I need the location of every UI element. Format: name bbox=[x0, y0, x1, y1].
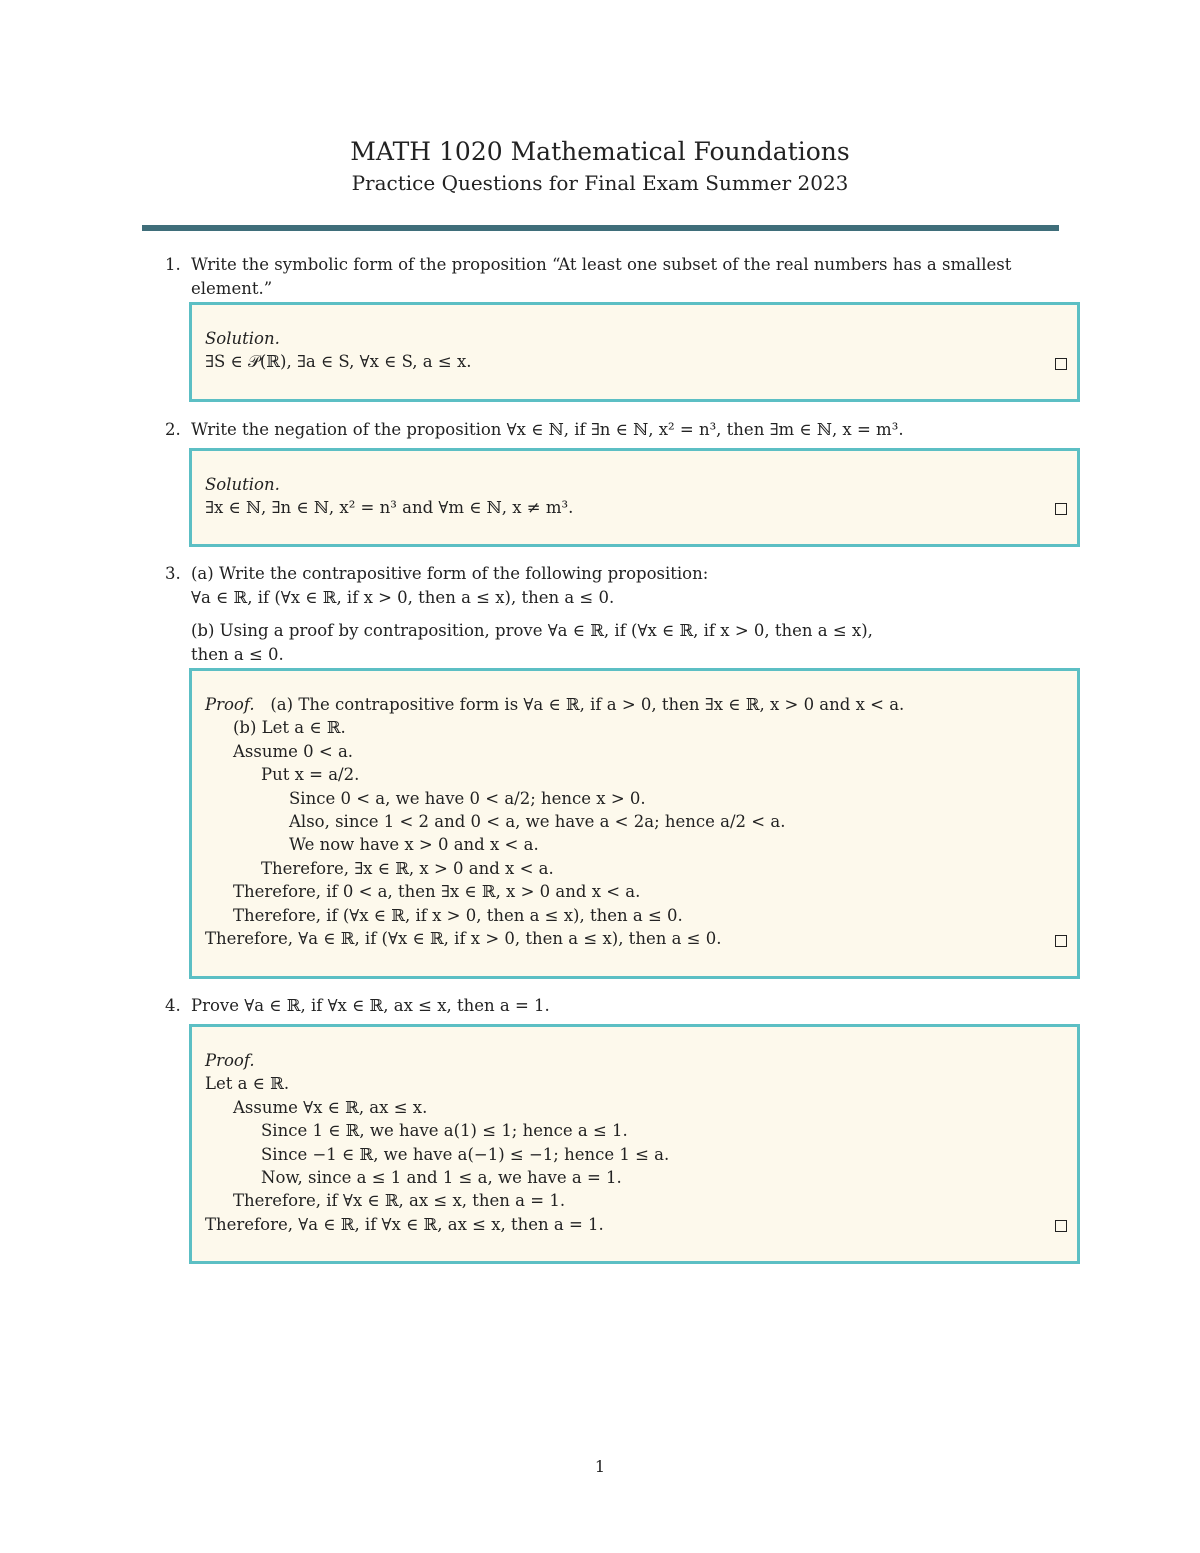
question-text: Write the negation of the proposition ∀x ∈ ℕ, if ∃n ∈ ℕ, x² = n³, then ∃m ∈ ℕ, x = m³. bbox=[191, 420, 904, 439]
proof-line: Therefore, if (∀x ∈ ℝ, if x > 0, then a ≤ x), then a ≤ 0. bbox=[233, 905, 683, 925]
proof-line: We now have x > 0 and x < a. bbox=[289, 835, 539, 855]
proof-line: Assume ∀x ∈ ℝ, ax ≤ x. bbox=[233, 1097, 428, 1117]
proof-line: Also, since 1 < 2 and 0 < a, we have a < 2a; hence a/2 < a. bbox=[289, 812, 786, 832]
question-number: 3. bbox=[165, 564, 181, 583]
proof-line: Therefore, ∀a ∈ ℝ, if ∀x ∈ ℝ, ax ≤ x, then a = 1. bbox=[205, 1214, 604, 1234]
question-3 bbox=[165, 562, 1060, 666]
solution-label: Solution. bbox=[205, 329, 280, 348]
proof-label: Proof. bbox=[205, 695, 255, 714]
proof-line: Therefore, if ∀x ∈ ℝ, ax ≤ x, then a = 1. bbox=[233, 1191, 566, 1211]
question-part-b-line: then a ≤ 0. bbox=[191, 644, 284, 664]
proof-line: Put x = a/2. bbox=[261, 765, 360, 785]
qed-square-icon bbox=[1055, 1220, 1067, 1232]
solution-box-2 bbox=[189, 448, 1080, 547]
solution-line: ∃x ∈ ℕ, ∃n ∈ ℕ, x² = n³ and ∀m ∈ ℕ, x ≠ m³. bbox=[205, 498, 574, 518]
proof-line: Since 0 < a, we have 0 < a/2; hence x > 0. bbox=[289, 788, 646, 808]
question-text: Prove ∀a ∈ ℝ, if ∀x ∈ ℝ, ax ≤ x, then a = 1. bbox=[191, 996, 550, 1015]
proof-line: Now, since a ≤ 1 and 1 ≤ a, we have a = 1. bbox=[261, 1168, 622, 1188]
proof-line: Therefore, ∀a ∈ ℝ, if (∀x ∈ ℝ, if x > 0, then a ≤ x), then a ≤ 0. bbox=[205, 929, 722, 949]
question-part-b-line: (b) Using a proof by contraposition, prove ∀a ∈ ℝ, if (∀x ∈ ℝ, if x > 0, then a ≤ x), bbox=[191, 621, 873, 640]
solution-box-1 bbox=[189, 302, 1080, 402]
page-subtitle: Practice Questions for Final Exam Summer 2023 bbox=[351, 171, 849, 195]
qed-square-icon bbox=[1055, 503, 1067, 515]
qed-square-icon bbox=[1055, 358, 1067, 370]
page-number: 1 bbox=[594, 1457, 606, 1476]
question-4 bbox=[165, 994, 1060, 1018]
solution-label: Solution. bbox=[205, 475, 280, 494]
page-header bbox=[0, 136, 1200, 197]
proof-line: (a) The contrapositive form is ∀a ∈ ℝ, if a > 0, then ∃x ∈ ℝ, x > 0 and x < a. bbox=[270, 695, 905, 714]
proof-label: Proof. bbox=[205, 1051, 255, 1070]
qed-square-icon bbox=[1055, 935, 1067, 947]
page-title: MATH 1020 Mathematical Foundations bbox=[350, 137, 850, 166]
proof-line: Assume 0 < a. bbox=[233, 741, 354, 761]
question-text: Write the symbolic form of the proposition “At least one subset of the real numbers has a smallest element.” bbox=[191, 255, 1012, 298]
question-part-a-line: (a) Write the contrapositive form of the following proposition: bbox=[191, 564, 709, 583]
proof-line: (b) Let a ∈ ℝ. bbox=[233, 718, 346, 738]
proof-line: Since −1 ∈ ℝ, we have a(−1) ≤ −1; hence 1 ≤ a. bbox=[261, 1144, 670, 1164]
question-2 bbox=[165, 418, 1060, 442]
proof-box-3 bbox=[189, 668, 1080, 979]
question-number: 2. bbox=[165, 420, 181, 439]
proof-line: Since 1 ∈ ℝ, we have a(1) ≤ 1; hence a ≤ 1. bbox=[261, 1121, 628, 1141]
question-part-a-line: ∀a ∈ ℝ, if (∀x ∈ ℝ, if x > 0, then a ≤ x), then a ≤ 0. bbox=[191, 587, 615, 607]
proof-line: Therefore, if 0 < a, then ∃x ∈ ℝ, x > 0 and x < a. bbox=[233, 882, 641, 902]
solution-line: ∃S ∈ 𝒫(ℝ), ∃a ∈ S, ∀x ∈ S, a ≤ x. bbox=[205, 352, 472, 372]
question-1 bbox=[165, 253, 1060, 300]
proof-line: Therefore, ∃x ∈ ℝ, x > 0 and x < a. bbox=[261, 858, 554, 878]
header-divider bbox=[142, 225, 1059, 231]
proof-box-4 bbox=[189, 1024, 1080, 1264]
question-number: 1. bbox=[165, 255, 181, 274]
question-number: 4. bbox=[165, 996, 181, 1015]
proof-line: Let a ∈ ℝ. bbox=[205, 1074, 290, 1094]
